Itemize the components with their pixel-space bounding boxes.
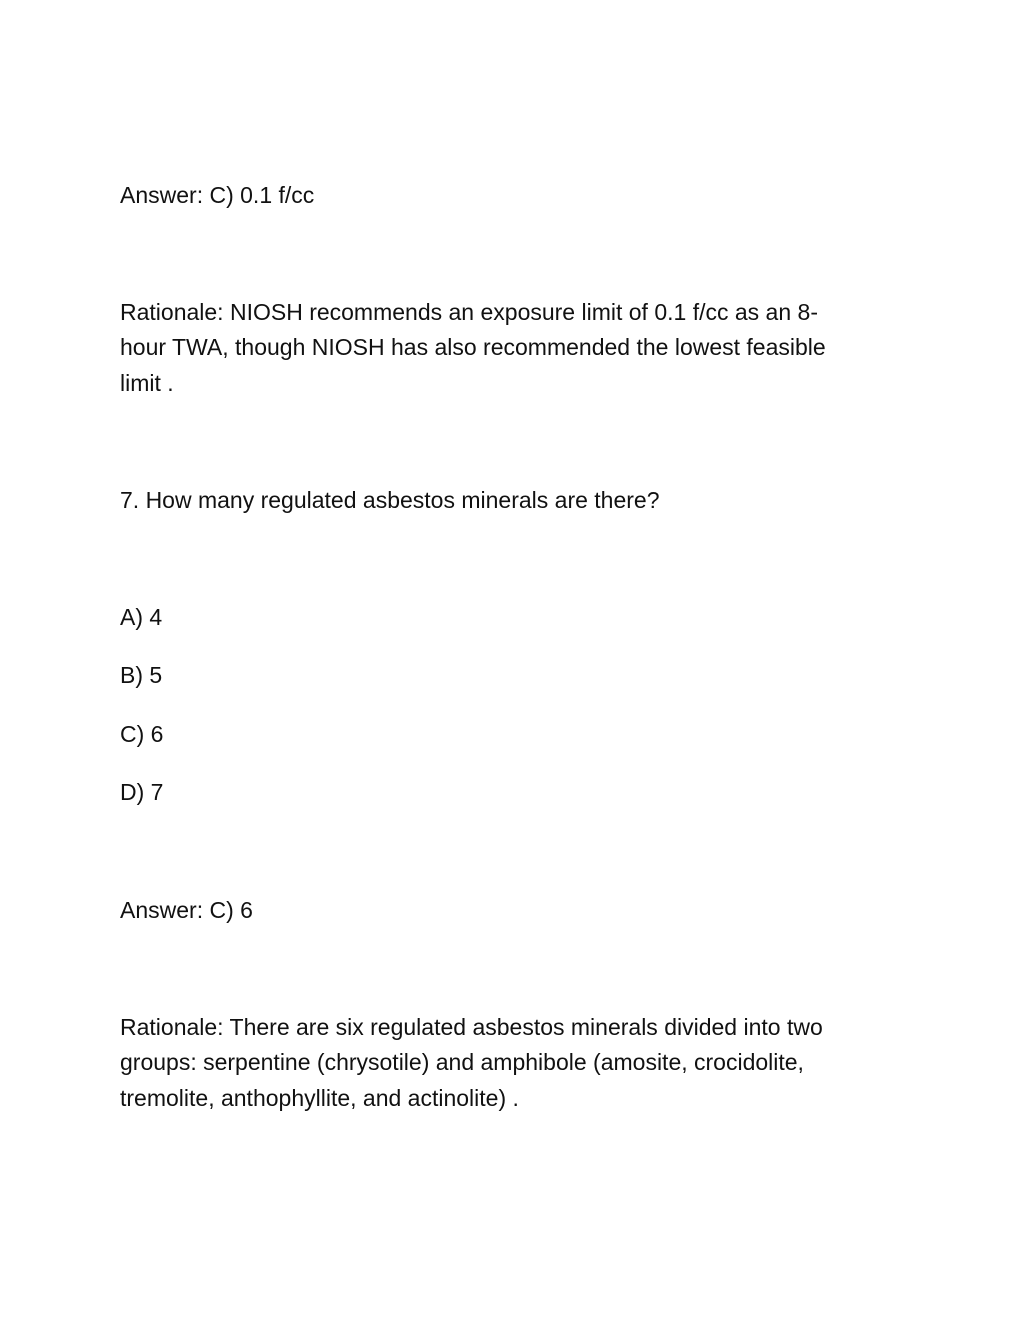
option-a: A) 4 (120, 604, 163, 630)
previous-rationale-line-1: Rationale: NIOSH recommends an exposure limit of 0.1 f/cc as an 8- (120, 299, 818, 325)
previous-rationale-line-2: hour TWA, though NIOSH has also recommended the lowest feasible (120, 334, 826, 360)
previous-answer: Answer: C) 0.1 f/cc (120, 182, 315, 208)
question-rationale-line-3: tremolite, anthophyllite, and actinolite) . (120, 1085, 519, 1111)
option-d: D) 7 (120, 779, 164, 805)
question-rationale-line-1: Rationale: There are six regulated asbestos minerals divided into two (120, 1014, 823, 1040)
question-text: 7. How many regulated asbestos minerals are there? (120, 487, 660, 513)
question-rationale-line-2: groups: serpentine (chrysotile) and amphibole (amosite, crocidolite, (120, 1049, 804, 1075)
question-answer: Answer: C) 6 (120, 897, 253, 923)
option-c: C) 6 (120, 721, 164, 747)
option-b: B) 5 (120, 662, 163, 688)
previous-rationale-line-3: limit . (120, 370, 174, 396)
